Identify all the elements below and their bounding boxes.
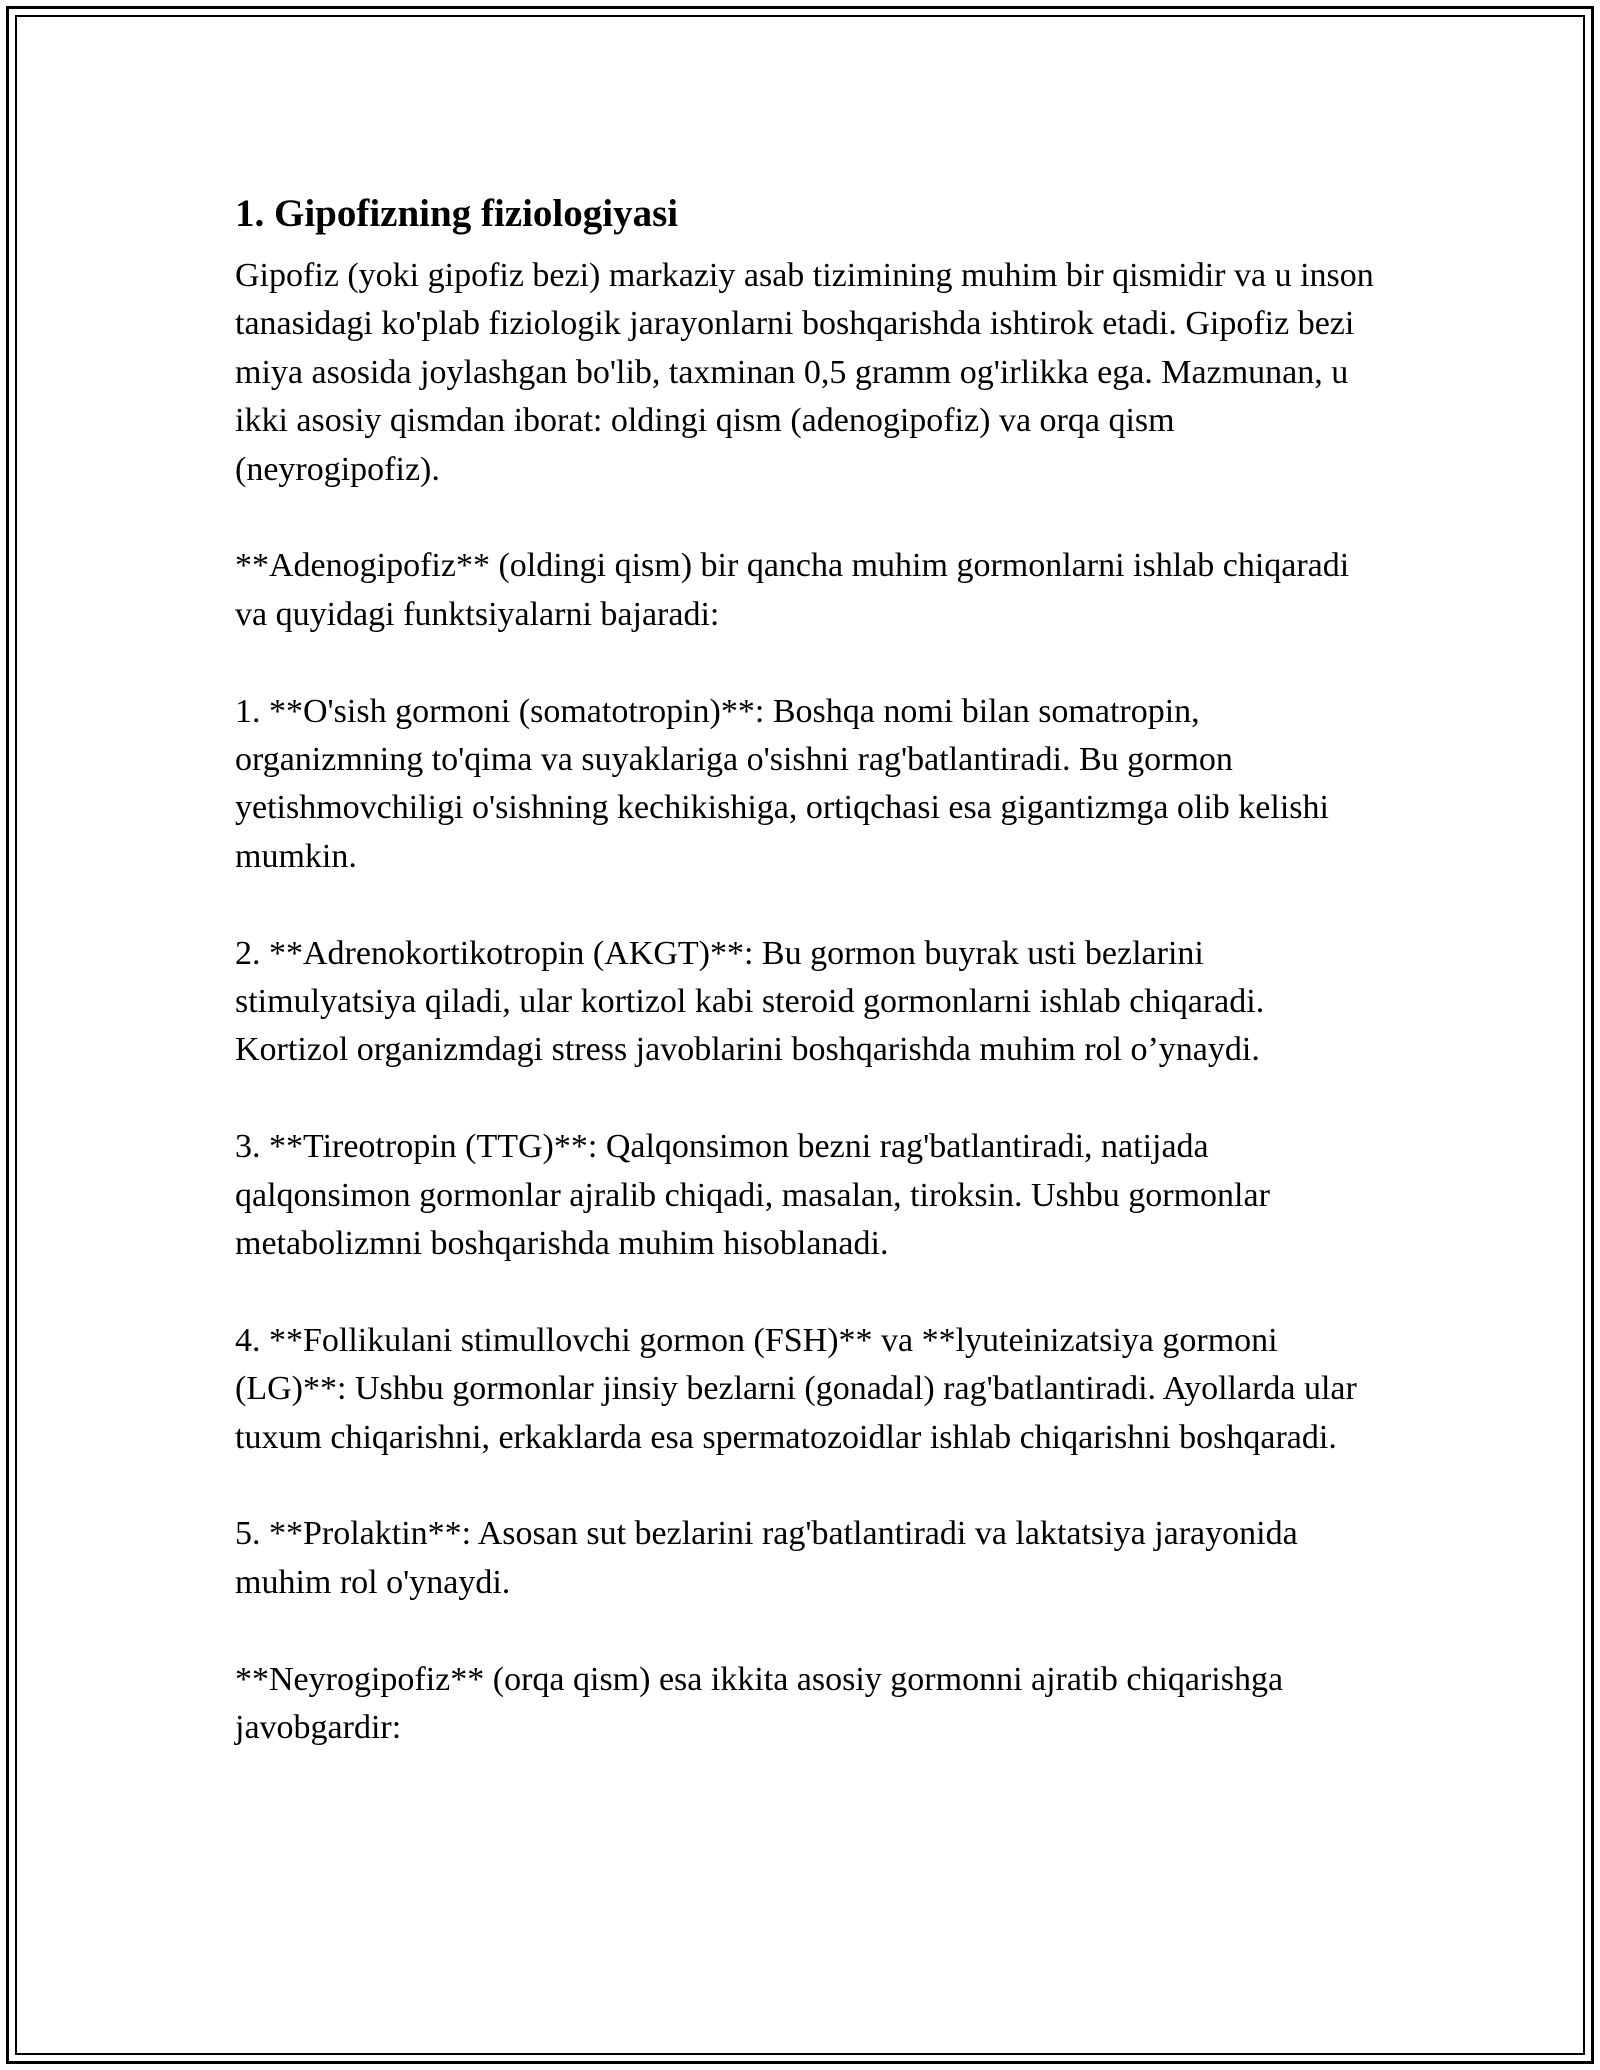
document-body [235, 188, 1385, 1801]
list-item-prolaktin: 5. **Prolaktin**: Asosan sut bezlarini rag'batlantiradi va laktatsiya jarayonida muhim rol o'ynaydi. [235, 1515, 1298, 1601]
document-title: 1. Gipofizning fiziologiyasi [235, 192, 679, 235]
list-item-fsh-lg: 4. **Follikulani stimullovchi gormon (FSH)** va **lyuteinizatsiya gormoni (LG)**: Ushbu gormonlar jinsiy bezlarni (gonadal) rag'batlantiradi. Ayollarda ular tuxum chiqarishni, erkaklarda esa spermatozoidlar ishlab chiqarishni boshqaradi. [235, 1321, 1357, 1456]
list-item-somatotropin: 1. **O'sish gormoni (somatotropin)**: Boshqa nomi bilan somatropin, organizmning to'qima va suyaklariga o'sishni rag'batlantiradi. Bu gormon yetishmovchiligi o'sishning kechikishiga, ortiqchasi esa gigantizmga olib kelishi mumkin. [235, 692, 1329, 875]
paragraph-adenogipofiz: **Adenogipofiz** (oldingi qism) bir qancha muhim gormonlarni ishlab chiqaradi va quyidagi funktsiyalarni bajaradi: [235, 547, 1350, 633]
paragraph-neyrogipofiz: **Neyrogipofiz** (orqa qism) esa ikkita asosiy gormonni ajratib chiqarishga javobgardir: [235, 1660, 1284, 1747]
paragraph-intro: Gipofiz (yoki gipofiz bezi) markaziy asab tizimining muhim bir qismidir va u inson tanasidagi ko'plab fiziologik jarayonlarni boshqarishda ishtirok etadi. Gipofiz bezi miya asosida joylashgan bo'lib, taxminan 0,5 gramm og'irlikka ega. Mazmunan, u ikki asosiy qismdan iborat: oldingi qism (adenogipofiz) va orqa qism (neyrogipofiz). [235, 257, 1374, 488]
list-item-ttg: 3. **Tireotropin (TTG)**: Qalqonsimon bezni rag'batlantiradi, natijada qalqonsimon gormonlar ajralib chiqadi, masalan, tiroksin. Ushbu gormonlar metabolizmni boshqarishda muhim hisoblanadi. [235, 1128, 1270, 1263]
list-item-akgt: 2. **Adrenokortikotropin (AKGT)**: Bu gormon buyrak usti bezlarini stimulyatsiya qiladi, ular kortizol kabi steroid gormonlarni ishlab chiqaradi. Kortizol organizmdagi stress javoblarini boshqarishda muhim rol o’ynaydi. [235, 934, 1265, 1069]
